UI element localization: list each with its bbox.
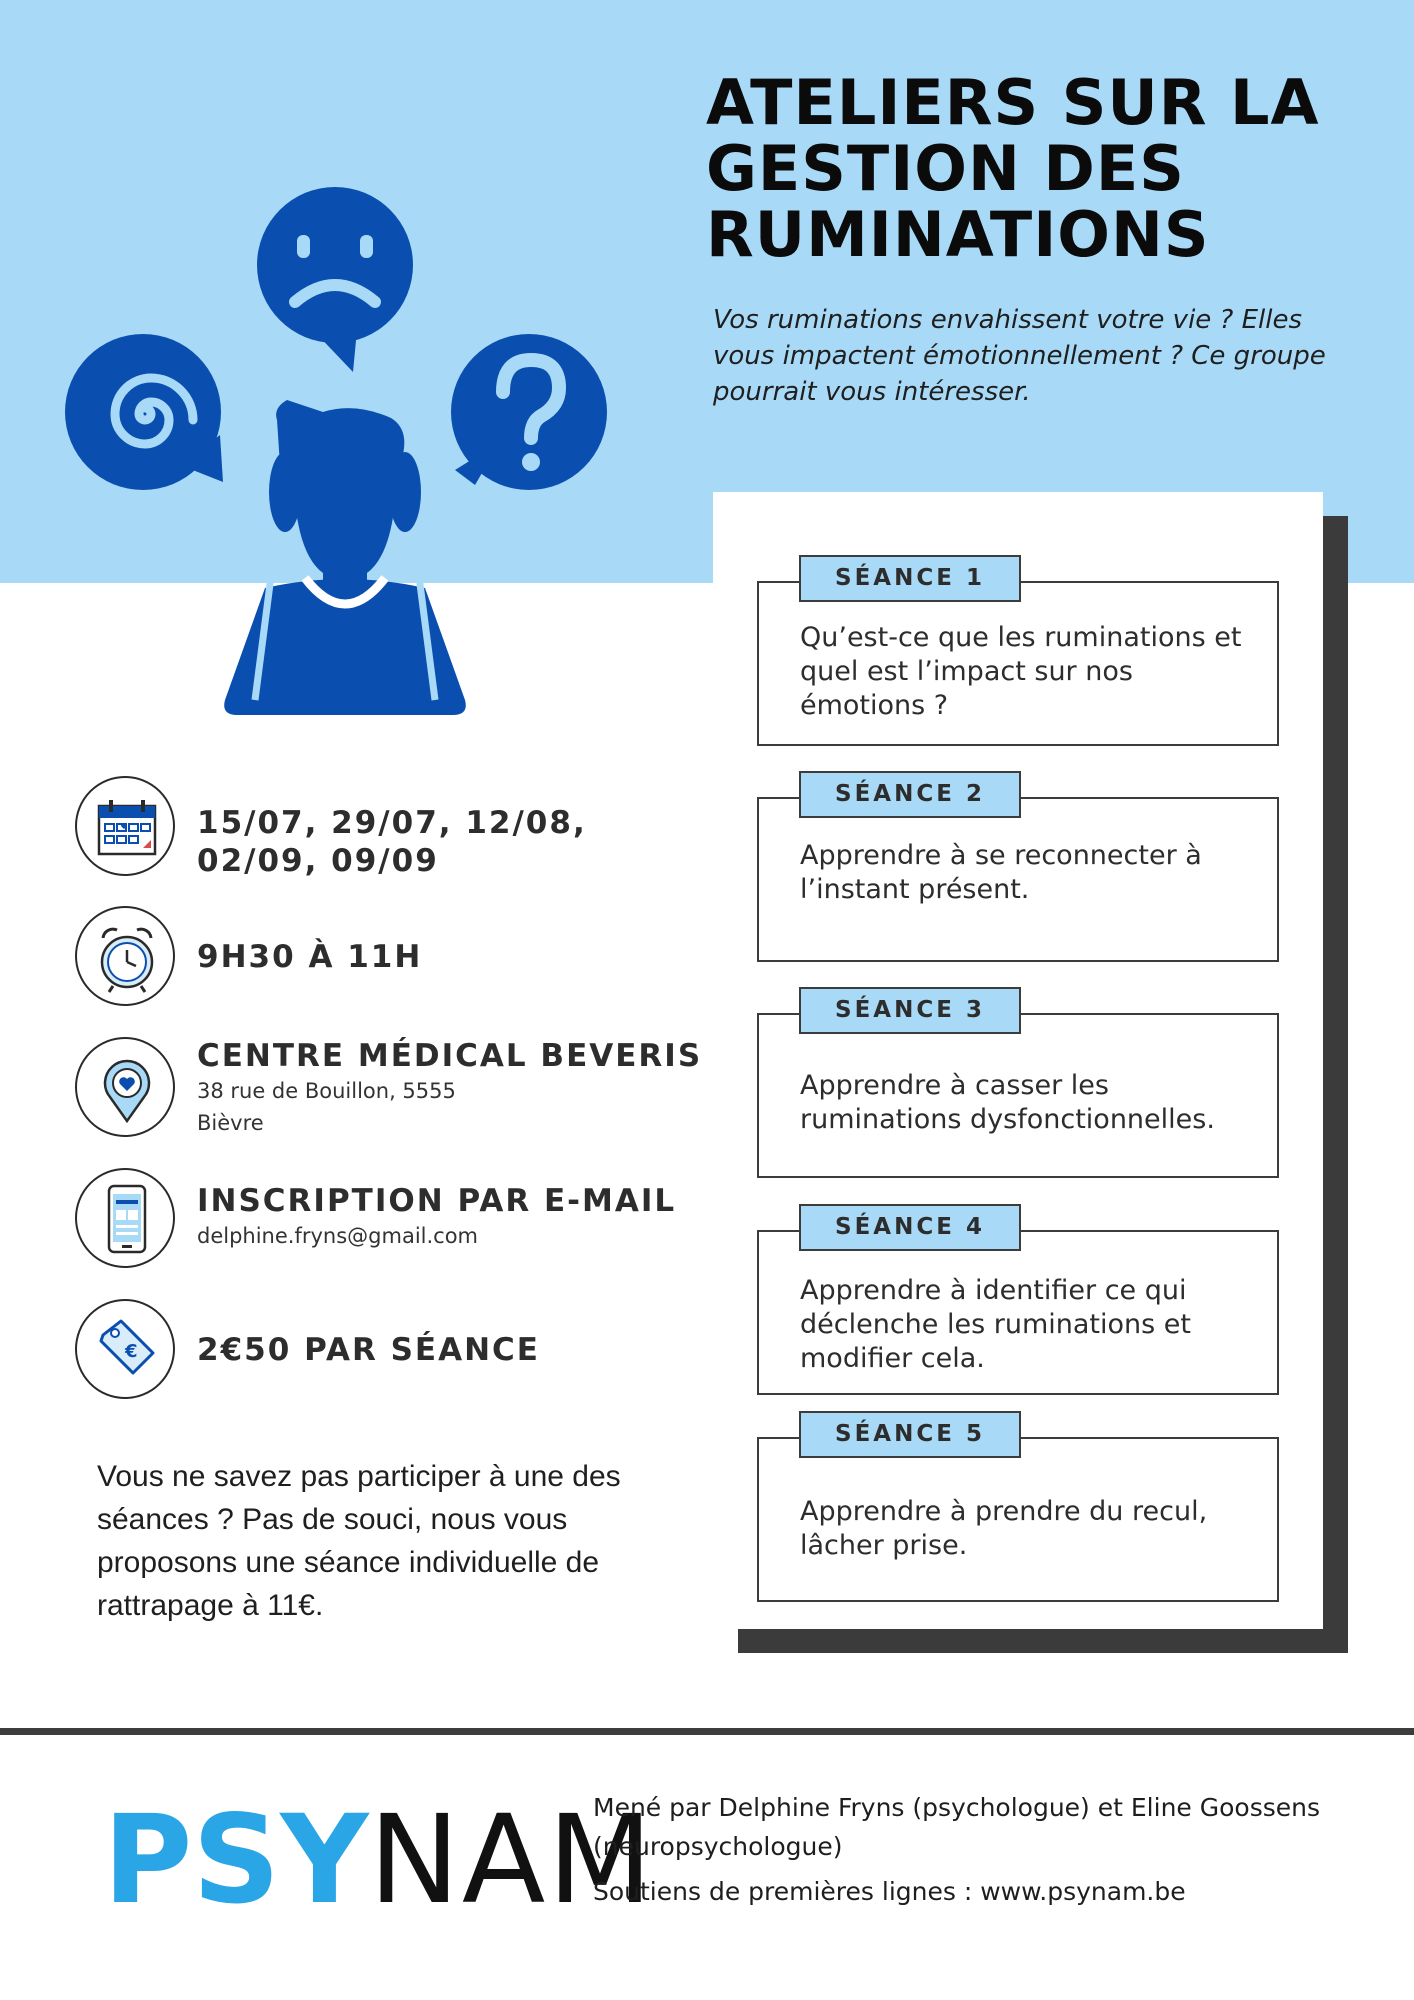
title-line-3: RUMINATIONS [706,198,1210,271]
session-text: Apprendre à casser les ruminations dysfonctionnelles. [800,1070,1215,1135]
dates-text: 15/07, 29/07, 12/08, 02/09, 09/09 [197,805,587,879]
session-label: SÉANCE 5 [799,1411,1021,1458]
session-text: Apprendre à se reconnecter à l’instant présent. [800,840,1202,905]
session-label: SÉANCE 3 [799,987,1021,1034]
registration-title: INSCRIPTION PAR E-MAIL [197,1183,677,1219]
smartphone-icon [75,1168,175,1268]
svg-text:€: € [125,1341,138,1362]
session-card-2 [757,781,1279,962]
sad-face-bubble-icon [257,187,413,372]
catch-up-note: Vous ne savez pas participer à une des séances ? Pas de souci, nous vous proposons une séance individuelle de rattrapage à 11€. [97,1460,621,1622]
brand-psy: PSY [103,1789,369,1931]
session-card-3 [757,997,1279,1178]
session-label: SÉANCE 1 [799,555,1021,602]
session-label: SÉANCE 2 [799,771,1021,818]
intro-text: Vos ruminations envahissent votre vie ? Elles vous impactent émotionnellement ? Ce groupe pourrait vous intéresser. [713,305,1326,407]
session-label: SÉANCE 4 [799,1204,1021,1251]
credits-website[interactable]: Soutiens de premières lignes : www.psynam.be [593,1877,1186,1906]
brand-logo [103,1789,655,1931]
question-bubble-icon [451,334,607,490]
location-address-line1: 38 rue de Bouillon, 5555 [197,1079,456,1103]
page-title [706,66,1386,271]
price-text: 2€50 PAR SÉANCE [197,1332,540,1368]
credits-authors: Mené par Delphine Fryns (psychologue) et Eline Goossens (neuropsychologue) [593,1793,1321,1861]
spiral-bubble-icon [65,334,223,490]
title-line-1: ATELIERS SUR LA [706,66,1320,139]
session-text: Qu’est-ce que les ruminations et quel est l’impact sur nos émotions ? [800,622,1242,721]
alarm-clock-icon [75,906,175,1006]
worried-person-icon [224,400,466,715]
session-card-4 [757,1214,1279,1395]
location-pin-icon [75,1037,175,1137]
session-card-5 [757,1421,1279,1602]
session-card-1 [757,565,1279,746]
location-name: CENTRE MÉDICAL BEVERIS [197,1038,703,1074]
footer-divider [0,1728,1414,1735]
credits [593,1788,1383,1911]
brand-nam: NAM [368,1789,655,1931]
location-address-line2: Bièvre [197,1111,264,1135]
title-line-2: GESTION DES [706,132,1185,205]
price-tag-icon [75,1299,175,1399]
session-text: Apprendre à prendre du recul, lâcher prise. [800,1496,1208,1561]
time-text: 9H30 À 11H [197,939,423,975]
illustration [55,180,635,720]
registration-email[interactable]: delphine.fryns@gmail.com [197,1224,479,1248]
session-text: Apprendre à identifier ce qui déclenche les ruminations et modifier cela. [800,1275,1191,1374]
calendar-icon [75,776,175,876]
